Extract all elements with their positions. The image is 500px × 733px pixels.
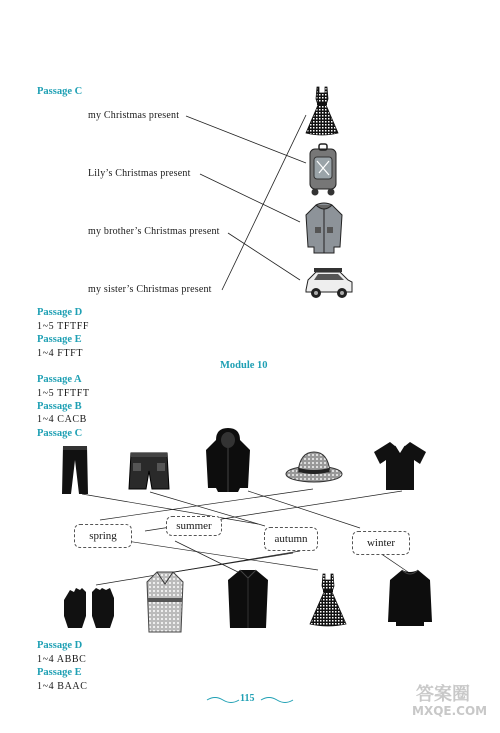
passage-e-heading: Passage E — [37, 334, 82, 345]
page-number: 115 — [240, 693, 255, 704]
hat-icon — [284, 446, 344, 491]
dress-icon — [304, 85, 340, 142]
passage-e-answer: 1~4 FTFT — [37, 348, 84, 359]
trench-coat-icon — [145, 570, 185, 639]
match-label-4: my sister’s Christmas present — [88, 284, 212, 295]
passage-b-answer: 1~4 CACB — [37, 414, 87, 425]
passage-c-heading: Passage C — [37, 86, 83, 97]
passage-d-heading: Passage D — [37, 307, 83, 318]
season-box-autumn: autumn — [264, 527, 318, 551]
passage-d2-answer: 1~4 ABBC — [37, 654, 87, 665]
passage-d2-heading: Passage D — [37, 640, 83, 651]
passage-a-heading: Passage A — [37, 374, 82, 385]
season-box-spring: spring — [74, 524, 132, 548]
passage-a-answer: 1~5 TFTFT — [37, 388, 90, 399]
watermark-url: MXQE.COM — [412, 704, 488, 718]
shirt-icon — [226, 568, 270, 635]
match-label-1: my Christmas present — [88, 110, 180, 121]
passage-e2-answer: 1~4 BAAC — [37, 681, 88, 692]
jacket-icon — [304, 201, 344, 260]
sweater-icon — [386, 568, 434, 633]
hooded-coat-icon — [204, 426, 252, 499]
passage-d-answer: 1~5 TFTFF — [37, 321, 90, 332]
module-title: Module 10 — [220, 360, 268, 371]
watermark-logo: 答案圈 — [416, 684, 470, 705]
season-box-summer: summer — [166, 516, 222, 536]
passage-e2-heading: Passage E — [37, 667, 82, 678]
dress-icon-2 — [308, 572, 348, 633]
match-label-3: my brother’s Christmas present — [88, 226, 220, 237]
passage-c2-heading: Passage C — [37, 428, 83, 439]
match-label-2: Lily’s Christmas present — [88, 168, 191, 179]
shorts-icon — [127, 449, 171, 498]
tshirt-icon — [372, 440, 428, 497]
gloves-icon — [60, 586, 118, 635]
passage-b-heading: Passage B — [37, 401, 82, 412]
trousers-icon — [60, 444, 90, 501]
backpack-icon — [307, 143, 339, 202]
season-box-winter: winter — [352, 531, 410, 555]
toy-car-icon — [302, 266, 356, 305]
